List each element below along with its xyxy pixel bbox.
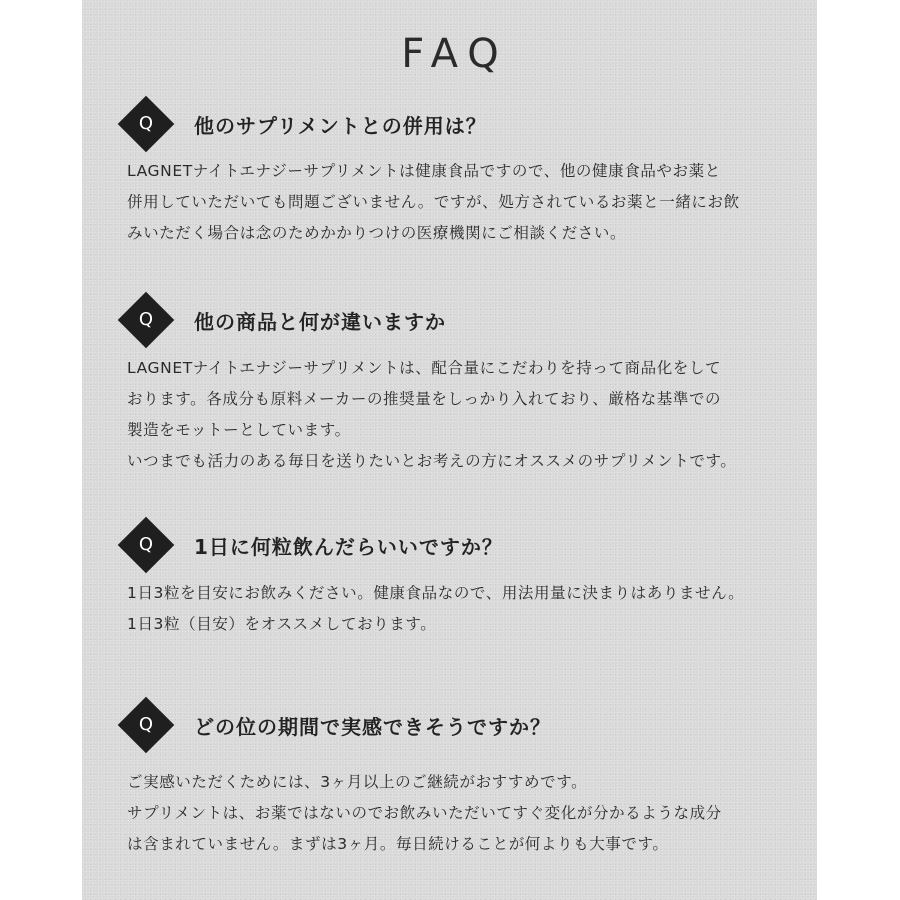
answer-line: サプリメントは、お薬ではないのでお飲みいただいてすぐ変化が分かるような成分 [127, 804, 722, 822]
q-badge [118, 697, 174, 753]
q-badge [118, 292, 174, 348]
answer-line: LAGNETナイトエナジーサプリメントは健康食品ですので、他の健康食品やお薬と [127, 162, 721, 180]
answer-text [127, 156, 777, 249]
answer-line: ご実感いただくためには、3ヶ月以上のご継続がおすすめです。 [127, 773, 588, 791]
answer-text [127, 353, 777, 477]
answer-line: いつまでも活力のある毎日を送りたいとお考えの方にオススメのサプリメントです。 [127, 452, 737, 470]
answer-line: LAGNETナイトエナジーサプリメントは、配合量にこだわりを持って商品化をして [127, 359, 722, 377]
q-badge [118, 517, 174, 573]
faq-title: FAQ [401, 31, 509, 77]
question-text: どの位の期間で実感できそうですか？ [194, 715, 551, 739]
q-letter: Q [138, 309, 154, 330]
question-text: 他の商品と何が違いますか [194, 310, 446, 334]
answer-line: 1日3粒（目安）をオススメしております。 [127, 615, 437, 633]
q-letter: Q [138, 534, 154, 555]
q-letter: Q [138, 714, 154, 735]
answer-line: みいただく場合は念のためかかりつけの医療機関にご相談ください。 [127, 224, 627, 242]
q-badge [118, 96, 174, 152]
answer-text [127, 578, 777, 640]
answer-line: は含まれていません。まずは3ヶ月。毎日続けることが何よりも大事です。 [127, 835, 669, 853]
q-letter: Q [138, 113, 154, 134]
answer-line: 1日3粒を目安にお飲みください。健康食品なので、用法用量に決まりはありません。 [127, 584, 745, 602]
answer-line: おります。各成分も原料メーカーの推奨量をしっかり入れており、厳格な基準での [127, 390, 722, 408]
question-text: 他のサプリメントとの併用は？ [194, 114, 487, 138]
answer-line: 製造をモットーとしています。 [127, 421, 351, 439]
question-text: 1日に何粒飲んだらいいですか？ [194, 535, 503, 559]
answer-text [127, 767, 777, 860]
answer-line: 併用していただいても問題ございません。ですが、処方されているお薬と一緒にお飲 [127, 193, 740, 211]
